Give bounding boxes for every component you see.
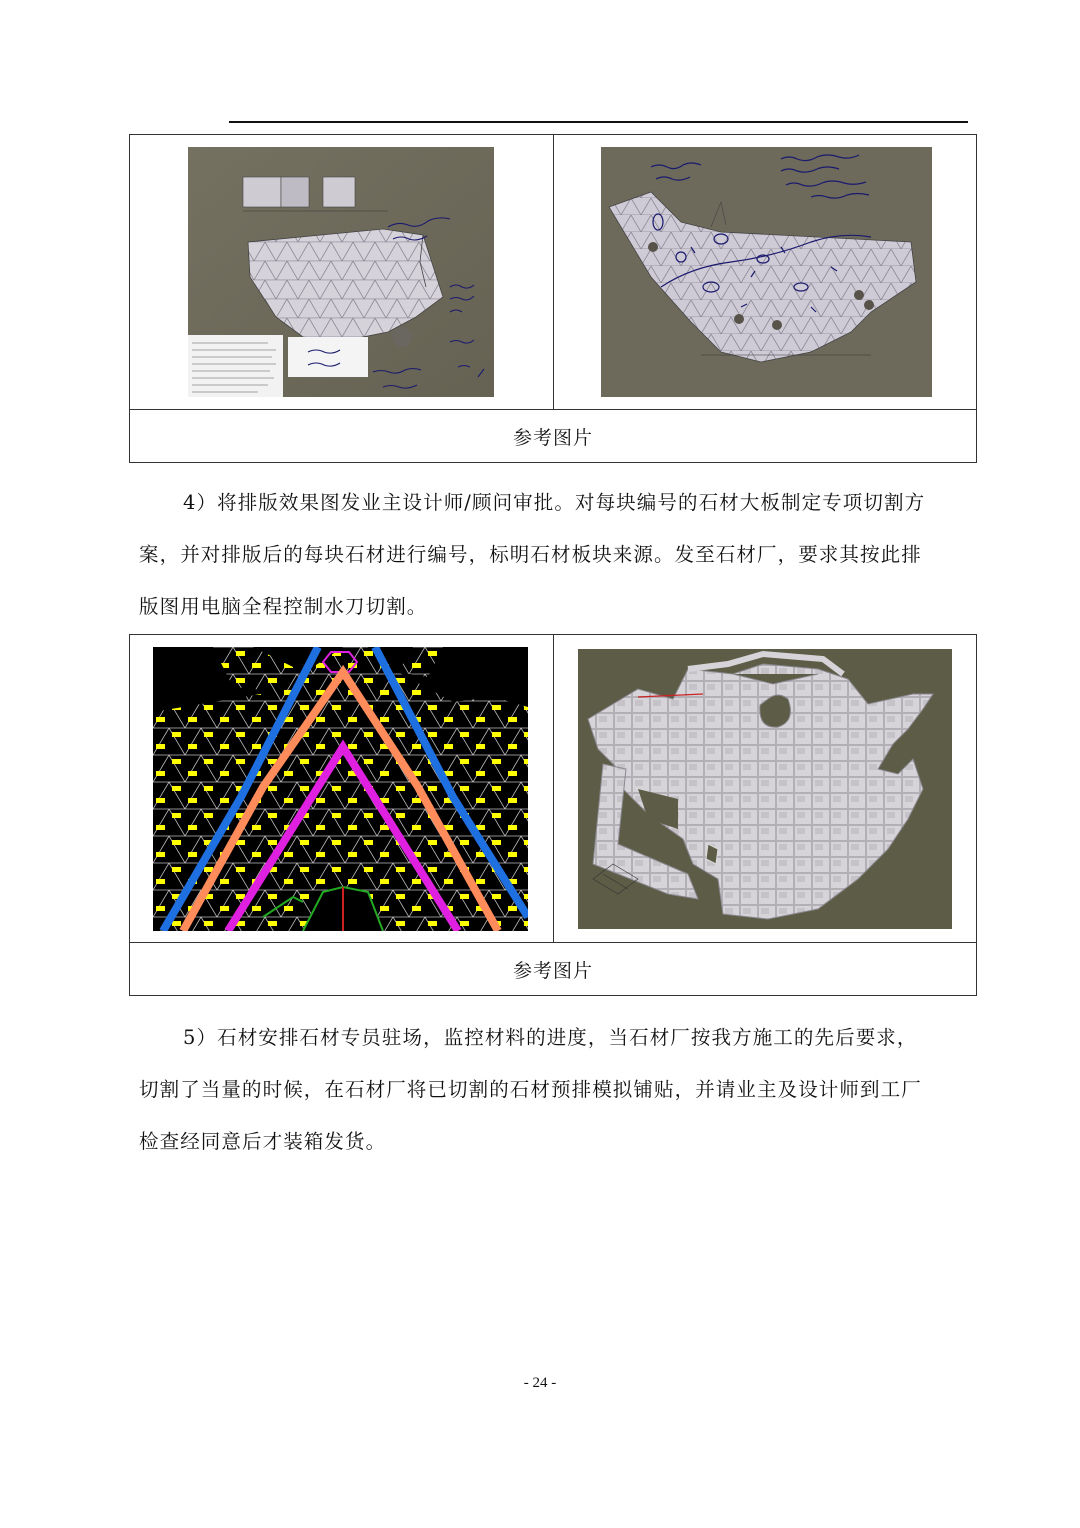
- figure-cell-left: [130, 635, 553, 942]
- paragraph-line: 案，并对排版后的每块石材进行编号，标明石材板块来源。发至石材厂，要求其按此排: [139, 543, 922, 566]
- paragraph-line: 检查经同意后才装箱发货。: [139, 1130, 387, 1153]
- paragraph-5: [139, 1012, 969, 1168]
- figure-cell-right: [553, 635, 977, 942]
- figure-table-1: [129, 134, 977, 463]
- header-rule: [229, 121, 968, 123]
- figure-image-row: [130, 635, 976, 943]
- stone-layout-render: [578, 649, 952, 929]
- figure-cell-right: [553, 135, 977, 409]
- figure-cell-left: [130, 135, 553, 409]
- page-number: - 24 -: [523, 1375, 557, 1391]
- figure-caption: 参考图片: [512, 959, 593, 982]
- layout-sketch-photo-2: [601, 147, 932, 397]
- paragraph-line: 4）将排版效果图发业主设计师/顾问审批。对每块编号的石材大板制定专项切割方: [183, 491, 926, 514]
- paragraph-line: 5）石材安排石材专员驻场，监控材料的进度，当石材厂按我方施工的先后要求，: [183, 1026, 918, 1049]
- figure-table-2: [129, 634, 977, 996]
- paragraph-line: 版图用电脑全程控制水刀切割。: [139, 595, 428, 618]
- cad-layout-image: [153, 647, 528, 931]
- figure-image-row: [130, 135, 976, 410]
- paragraph-line: 切割了当量的时候，在石材厂将已切割的石材预排模拟铺贴，并请业主及设计师到工厂: [139, 1078, 922, 1101]
- layout-sketch-photo-1: [188, 147, 494, 397]
- figure-caption: 参考图片: [512, 426, 593, 449]
- paragraph-4: [139, 477, 969, 633]
